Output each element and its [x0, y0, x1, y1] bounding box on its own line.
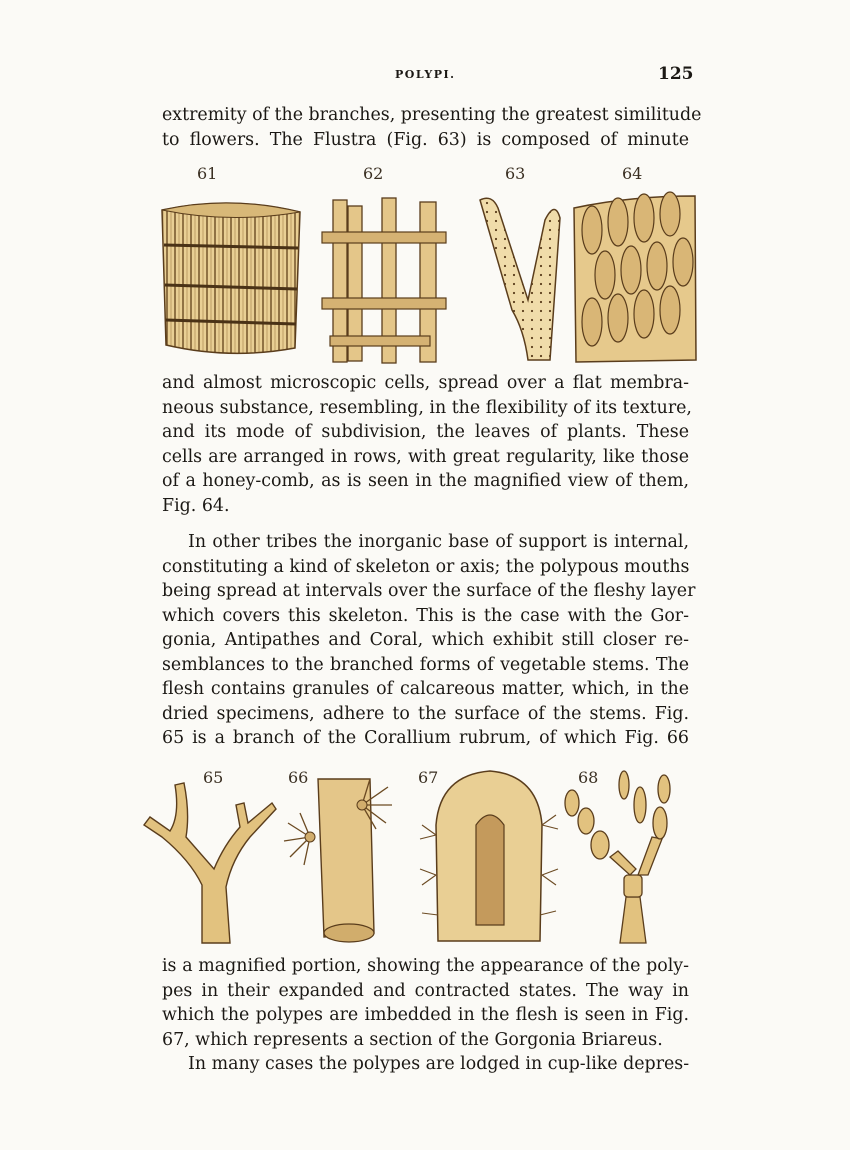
figure-67-gorgonia-section-illustration — [420, 771, 558, 941]
figure-63-flustra-illustration — [480, 198, 560, 360]
text-line: and its mode of subdivision, the leaves of plants. These — [162, 422, 689, 442]
figure-label-64: 64 — [622, 164, 643, 183]
running-title: POLYPI. — [395, 68, 456, 81]
figure-label-66: 66 — [288, 768, 309, 787]
paragraph-last — [162, 1052, 689, 1077]
figure-label-61: 61 — [197, 164, 218, 183]
figures-bottom-row — [140, 765, 700, 947]
paragraph-middle — [162, 371, 692, 518]
text-line: cells are arranged in rows, with great regularity, like those — [162, 446, 689, 467]
text-line: neous substance, resembling, in the flexibility of its texture, — [162, 397, 692, 418]
text-line: Fig. 64. — [162, 495, 230, 516]
text-line: In other tribes the inorganic base of support is internal, — [188, 532, 689, 552]
figure-label-65: 65 — [203, 768, 224, 787]
page-number: 125 — [658, 64, 694, 84]
text-line: being spread at intervals over the surface of the fleshy layer — [162, 581, 696, 601]
text-line: extremity of the branches, presenting the greatest similitude — [162, 105, 702, 125]
figure-61-tubipora-illustration — [162, 203, 300, 353]
text-line: gonia, Antipathes and Coral, which exhibit still closer re- — [162, 630, 689, 650]
text-line: which the polypes are imbedded in the flesh is seen in Fig. — [162, 1005, 689, 1025]
text-line: 67, which represents a section of the Gorgonia Briareus. — [162, 1029, 663, 1050]
text-line: constituting a kind of skeleton or axis; the polypous mouths — [162, 556, 690, 577]
text-line: of a honey-comb, as is seen in the magnified view of them, — [162, 471, 689, 491]
figure-label-67: 67 — [418, 768, 439, 787]
text-line: is a magnified portion, showing the appearance of the poly- — [162, 956, 689, 976]
paragraph-after-figures — [162, 954, 689, 1052]
text-line: dried specimens, adhere to the surface of the stems. Fig. — [162, 703, 689, 724]
figure-65-corallium-branch-illustration — [144, 783, 276, 943]
figure-62-stem-illustration — [322, 198, 446, 363]
text-line: 65 is a branch of the Corallium rubrum, of which Fig. 66 — [162, 728, 689, 748]
paragraph-top — [162, 103, 702, 152]
text-line: pes in their expanded and contracted states. The way in — [162, 980, 689, 1001]
figure-label-68: 68 — [578, 768, 599, 787]
figure-66-polype-portion-illustration — [284, 779, 392, 942]
text-line: which covers this skeleton. This is the case with the Gor- — [162, 605, 689, 626]
paragraph-second — [162, 530, 696, 751]
figure-68-jointed-coral-illustration — [565, 771, 670, 943]
figure-label-63: 63 — [505, 164, 526, 183]
figure-64-magnified-cells-illustration — [574, 192, 696, 362]
text-line: flesh contains granules of calcareous matter, which, in the — [162, 679, 689, 699]
text-line: and almost microscopic cells, spread over a flat membra- — [162, 373, 689, 393]
figures-top-row — [150, 190, 700, 365]
text-line: to flowers. The Flustra (Fig. 63) is composed of minute — [162, 129, 689, 150]
text-line: semblances to the branched forms of vegetable stems. The — [162, 654, 689, 675]
figure-label-62: 62 — [363, 164, 384, 183]
text-line: In many cases the polypes are lodged in cup-like depres- — [188, 1054, 690, 1074]
